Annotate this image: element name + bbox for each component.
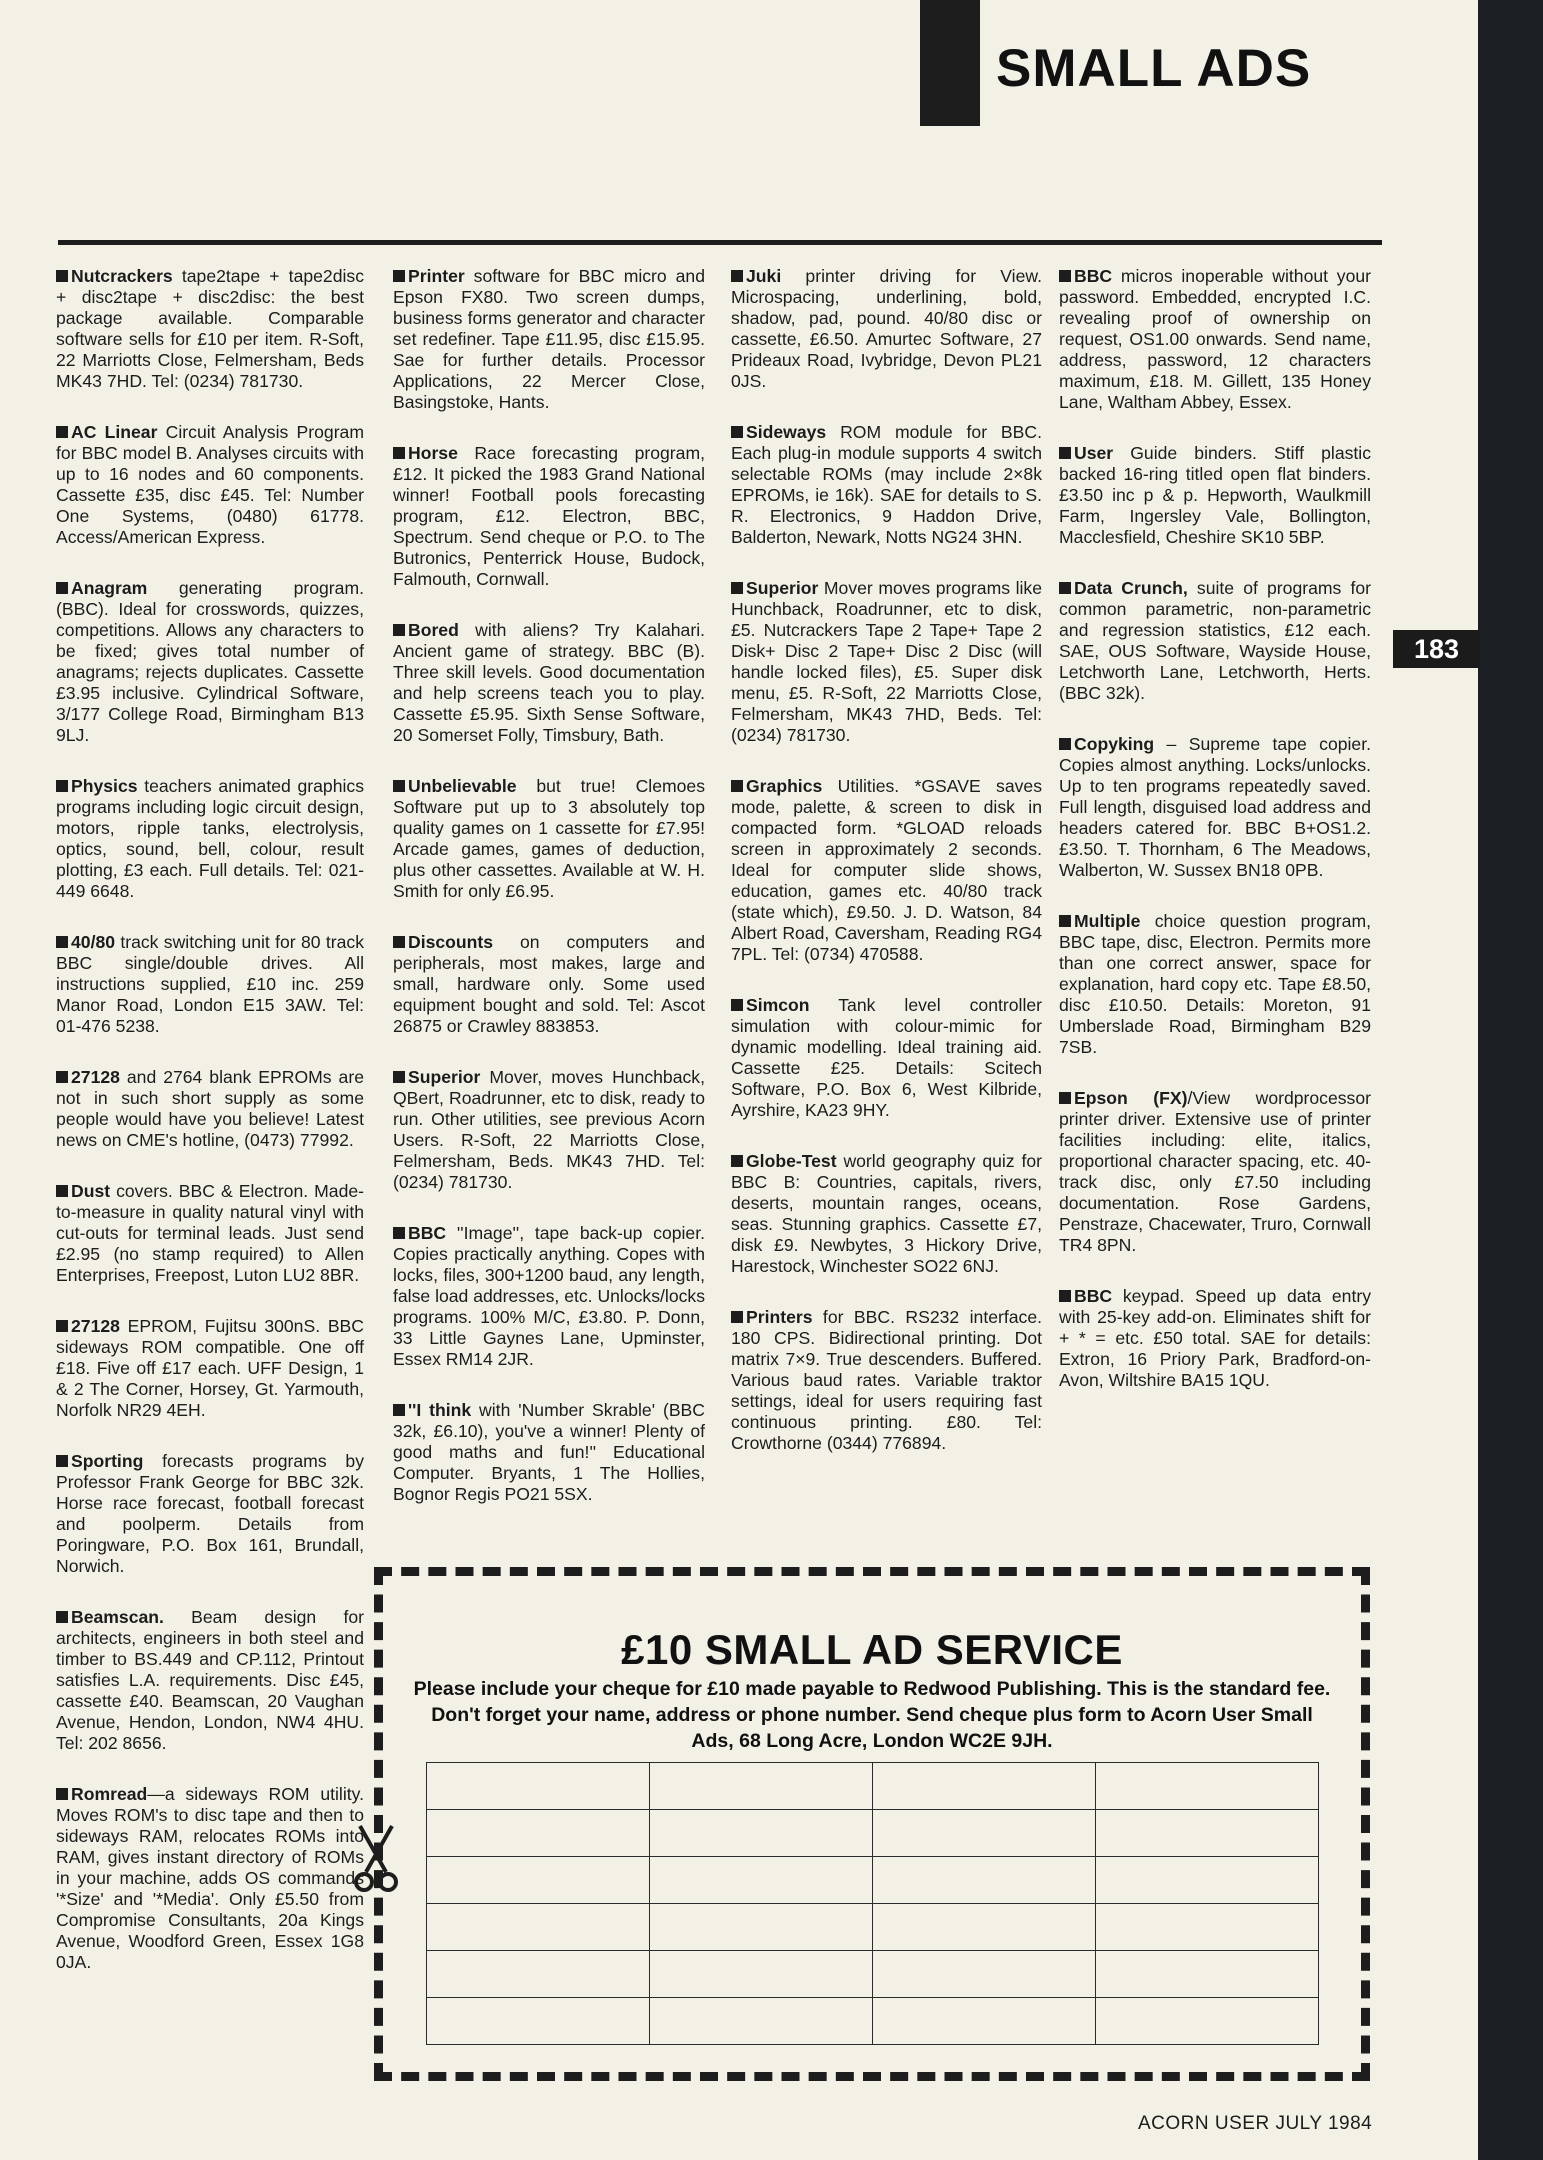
page-edge-band [1478, 0, 1543, 2160]
ad-body: but true! Clemoes Software put up to 3 absolutely top quality games on 1 cassette for £7.95! Arcade games, games of deduction, plus other cassettes. Available at W. H. Smith for only £6.95. [393, 776, 705, 901]
ad-heading: 27128 [71, 1067, 120, 1087]
ad-body: Mover, moves Hunchback, QBert, Roadrunner, etc to disk, ready to run. Other utilities, see previous Acorn Users. R-Soft, 22 Marriotts Close, Felmersham, Beds. MK43 7HD. Tel: (0234) 781730. [393, 1067, 705, 1192]
small-ad [731, 1151, 1042, 1277]
ad-heading: Graphics [746, 776, 823, 796]
coupon-grid-cell [427, 1951, 650, 1998]
bullet-square-icon [731, 270, 743, 282]
ad-heading: Romread [71, 1784, 148, 1804]
small-ad [393, 443, 705, 590]
ad-heading: Data Crunch, [1074, 578, 1188, 598]
bullet-square-icon [56, 1071, 68, 1083]
ad-heading: BBC [408, 1223, 447, 1243]
ad-body: tape2tape + tape2disc + disc2tape + disc2disc: the best package available. Comparable software sells for £10 per item. R-Soft, 22 Marriotts Close, Felmersham, Beds MK43 7HD. Tel: (0234) 781730. [56, 266, 364, 391]
ad-body: keypad. Speed up data entry with 25-key add-on. Eliminates shift for + * = etc. £50 total. SAE for details: Extron, 16 Priory Park, Bradford-on-Avon, Wiltshire BA15 1QU. [1059, 1286, 1371, 1390]
ad-heading: Epson (FX) [1074, 1088, 1188, 1108]
coupon-grid-cell [427, 1810, 650, 1857]
coupon-entry-grid [426, 1762, 1319, 2045]
ad-body: and 2764 blank EPROMs are not in such short supply as some people would have you believe! Latest news on CME's hotline, (0473) 77992. [56, 1067, 364, 1150]
small-ad [731, 776, 1042, 965]
bullet-square-icon [1059, 582, 1071, 594]
page-number: 183 [1393, 630, 1480, 668]
ad-body: ROM module for BBC. Each plug-in module supports 4 switch selectable ROMs (may include 2×8k EPROMs, ie 16k). SAE for details to S. R. Electronics, 9 Haddon Drive, Balderton, Newark, Notts NG24 3HN. [731, 422, 1042, 547]
header-block [920, 0, 980, 126]
ad-heading: Beamscan. [71, 1607, 164, 1627]
ad-body: Mover moves programs like Hunchback, Roadrunner, etc to disk, £5. Nutcrackers Tape 2 Tape+ Tape 2 Disk+ Disc 2 Tape+ Disc 2 Disc (will handle locked files), £5. Super disk menu, £5. R-Soft, 22 Marriotts Close, Felmersham, MK43 7HD, Beds. Tel: (0234) 781730. [731, 578, 1042, 745]
ad-heading: Simcon [746, 995, 810, 1015]
bullet-square-icon [1059, 1290, 1071, 1302]
bullet-square-icon [56, 426, 68, 438]
ad-heading: BBC [1074, 1286, 1113, 1306]
ad-body: printer driving for View. Microspacing, underlining, bold, shadow, pad, pound. 40/80 disc or cassette, £6.50. Amurtec Software, 27 Prideaux Road, Ivybridge, Devon PL21 0JS. [731, 266, 1042, 391]
bullet-square-icon [56, 1788, 68, 1800]
ad-body: for BBC. RS232 interface. 180 CPS. Bidirectional printing. Dot matrix 7×9. True descenders. Buffered. Various baud rates. Variable traktor settings, ideal for users requiring fast continuous printing. £80. Tel: Crowthorne (0344) 776894. [731, 1307, 1042, 1453]
ad-heading: Globe-Test [746, 1151, 837, 1171]
bullet-square-icon [731, 426, 743, 438]
ads-column-3 [731, 266, 1042, 1484]
small-ad [1059, 1286, 1371, 1391]
small-ad [56, 932, 364, 1037]
coupon-grid-cell [427, 1998, 650, 2045]
small-ad [393, 932, 705, 1037]
ad-heading: 27128 [71, 1316, 120, 1336]
small-ad [393, 1400, 705, 1505]
coupon-grid-cell [873, 1857, 1096, 1904]
ads-column-4 [1059, 266, 1371, 1421]
bullet-square-icon [393, 936, 405, 948]
ad-heading: Copyking [1074, 734, 1155, 754]
ad-heading: Anagram [71, 578, 148, 598]
small-ad [56, 1067, 364, 1151]
coupon-grid-cell [650, 1998, 873, 2045]
coupon-grid-cell [650, 1810, 873, 1857]
small-ad [731, 266, 1042, 392]
page-title: SMALL ADS [996, 39, 1312, 98]
small-ad [56, 422, 364, 548]
bullet-square-icon [731, 1155, 743, 1167]
header-rule [58, 240, 1382, 245]
ad-body: —a sideways ROM utility. Moves ROM's to disc tape and then to sideways RAM, relocates ROMs into RAM, gives instant directory of ROMs in your machine, adds OS commands '*Size' and '*Media'. Only £5.50 from Compromise Consultants, 20a Kings Avenue, Woodford Green, Essex 1G8 0JA. [56, 1784, 364, 1972]
coupon-grid-cell [427, 1857, 650, 1904]
bullet-square-icon [1059, 1092, 1071, 1104]
small-ad [1059, 266, 1371, 413]
coupon-grid-cell [873, 1810, 1096, 1857]
ad-body: ''Image'', tape back-up copier. Copies practically anything. Copes with locks, files, 300+1200 baud, any length, false load addresses, etc. Unlocks/locks programs. 100% M/C, £3.80. P. Donn, 33 Little Gaynes Lane, Upminster, Essex RM14 2JR. [393, 1223, 705, 1369]
ad-heading: Sporting [71, 1451, 144, 1471]
ad-body: covers. BBC & Electron. Made-to-measure in quality natural vinyl with cut-outs for terminal leads. Just send £2.95 (no stamp required) to Allen Enterprises, Freepost, Luton LU2 8BR. [56, 1181, 364, 1285]
small-ad [1059, 1088, 1371, 1256]
ad-heading: Superior [746, 578, 819, 598]
ad-heading: Printers [746, 1307, 813, 1327]
coupon-grid-row [427, 1857, 1319, 1904]
coupon-grid-cell [1096, 1857, 1319, 1904]
bullet-square-icon [393, 1227, 405, 1239]
bullet-square-icon [731, 582, 743, 594]
ad-body: Guide binders. Stiff plastic backed 16-ring titled open flat binders. £3.50 inc p & p. Hepworth, Waulkmill Farm, Ingersley Vale, Bollington, Macclesfield, Cheshire SK10 5BP. [1059, 443, 1371, 547]
small-ad [731, 578, 1042, 746]
ad-heading: User [1074, 443, 1114, 463]
ad-body: with aliens? Try Kalahari. Ancient game of strategy. BBC (B). Three skill levels. Good documentation and help screens teach you to play. Cassette £5.95. Sixth Sense Software, 20 Somerset Folly, Timsbury, Bath. [393, 620, 705, 745]
ad-heading: 40/80 [71, 932, 116, 952]
bullet-square-icon [56, 1185, 68, 1197]
coupon-grid-row [427, 1951, 1319, 1998]
ad-body: Tank level controller simulation with colour-mimic for dynamic modelling. Ideal training aid. Cassette £25. Details: Scitech Software, P.O. Box 6, West Kilbride, Ayrshire, KA23 9HY. [731, 995, 1042, 1120]
ads-column-2 [393, 266, 705, 1535]
ad-heading: Bored [408, 620, 459, 640]
bullet-square-icon [56, 1455, 68, 1467]
ad-heading: Dust [71, 1181, 111, 1201]
bullet-square-icon [56, 270, 68, 282]
coupon-grid-cell [873, 1998, 1096, 2045]
coupon-grid-cell [650, 1951, 873, 1998]
bullet-square-icon [731, 999, 743, 1011]
coupon-grid-cell [873, 1763, 1096, 1810]
coupon-title: £10 SMALL AD SERVICE [621, 1626, 1123, 1673]
ad-body: Beam design for architects, engineers in both steel and timber to BS.449 and CP.112, Printout satisfies L.A. requirements. Disc £45, cassette £40. Beamscan, 20 Vaughan Avenue, Hendon, London, NW4 4HU. Tel: 202 8656. [56, 1607, 364, 1753]
small-ad [731, 422, 1042, 548]
small-ad [1059, 578, 1371, 704]
coupon-instructions: Please include your cheque for £10 made payable to Redwood Publishing. This is the standard fee. Don't forget your name, address or phone number. Send cheque plus form to Acorn User Small Ads, 68 Long Acre, London WC2E 9JH. [413, 1678, 1331, 1752]
small-ad [1059, 911, 1371, 1058]
ad-body: micros inoperable without your password. Embedded, encrypted I.C. revealing proof of ownership on request, OS1.00 onwards. Send name, address, password, 12 characters maximum, £18. M. Gillett, 135 Honey Lane, Waltham Abbey, Essex. [1059, 266, 1371, 412]
ad-heading: Unbelievable [408, 776, 517, 796]
coupon-grid-cell [1096, 1998, 1319, 2045]
coupon-grid-cell [650, 1857, 873, 1904]
ad-heading: Nutcrackers [71, 266, 173, 286]
bullet-square-icon [731, 1311, 743, 1323]
ad-heading: ''I think [408, 1400, 472, 1420]
ad-body: Utilities. *GSAVE saves mode, palette, & screen to disk in compacted form. *GLOAD reloads screen in approximately 2 seconds. Ideal for computer slide shows, education, games etc. 40/80 track (state which), £9.50. J. D. Watson, 84 Albert Road, Caversham, Reading RG4 7PL. Tel: (0734) 470588. [731, 776, 1042, 964]
small-ad [393, 1067, 705, 1193]
small-ad [1059, 734, 1371, 881]
ad-body: EPROM, Fujitsu 300nS. BBC sideways ROM compatible. One off £18. Five off £17 each. UFF Design, 1 & 2 The Corner, Horsey, Gt. Yarmouth, Norfolk NR29 4EH. [56, 1316, 364, 1420]
footer-issue: ACORN USER JULY 1984 [1138, 2113, 1373, 2134]
bullet-square-icon [56, 1320, 68, 1332]
small-ad [56, 1607, 364, 1754]
small-ad [393, 776, 705, 902]
ad-heading: Multiple [1074, 911, 1141, 931]
coupon-grid-cell [1096, 1904, 1319, 1951]
bullet-square-icon [393, 624, 405, 636]
bullet-square-icon [56, 936, 68, 948]
bullet-square-icon [1059, 447, 1071, 459]
ad-heading: Printer [408, 266, 465, 286]
bullet-square-icon [56, 780, 68, 792]
ad-body: on computers and peripherals, most makes, large and small, hardware only. Some used equipment bought and sold. Tel: Ascot 26875 or Crawley 883853. [393, 932, 705, 1036]
coupon-grid-cell [1096, 1810, 1319, 1857]
ad-body: choice question program, BBC tape, disc, Electron. Permits more than one correct answer, space for explanation, hard copy etc. Tape £8.50, disc £10.50. Details: Moreton, 91 Umberslade Road, Birmingham B29 7SB. [1059, 911, 1371, 1057]
ad-body: – Supreme tape copier. Copies almost anything. Locks/unlocks. Up to ten programs repeatedly saved. Full length, disguised load address and headers catered for. BBC B+OS1.2. £3.50. T. Thornham, 6 The Meadows, Walberton, W. Sussex BN18 0PB. [1059, 734, 1371, 880]
small-ad [56, 1316, 364, 1421]
small-ad [731, 1307, 1042, 1454]
bullet-square-icon [393, 447, 405, 459]
ad-body: /View wordprocessor printer driver. Extensive use of printer facilities including: elite, italics, proportional character spacing, etc. 40-track disc, only £7.50 including documentation. Rose Gardens, Penstraze, Chacewater, Truro, Cornwall TR4 8PN. [1059, 1088, 1371, 1255]
small-ad [393, 620, 705, 746]
small-ad [56, 1784, 364, 1973]
coupon-grid-cell [873, 1951, 1096, 1998]
bullet-square-icon [393, 1404, 405, 1416]
coupon-grid-cell [873, 1904, 1096, 1951]
small-ad [393, 266, 705, 413]
bullet-square-icon [393, 1071, 405, 1083]
coupon-grid-cell [1096, 1951, 1319, 1998]
bullet-square-icon [731, 780, 743, 792]
coupon-grid-cell [650, 1763, 873, 1810]
coupon-grid-row [427, 1763, 1319, 1810]
coupon-grid-row [427, 1810, 1319, 1857]
small-ad [56, 1451, 364, 1577]
bullet-square-icon [1059, 270, 1071, 282]
coupon-grid-row [427, 1998, 1319, 2045]
ad-body: suite of programs for common parametric, non-parametric and regression statistics, £12 each. SAE, OUS Software, Wayside House, Letchworth Lane, Letchworth, Herts. (BBC 32k). [1059, 578, 1371, 703]
ad-heading: Horse [408, 443, 458, 463]
ad-body: world geography quiz for BBC B: Countries, capitals, rivers, deserts, mountain ranges, oceans, seas. Stunning graphics. Cassette £7, disk £9. Newbytes, 3 Hickory Drive, Harestock, Winchester SO22 6NJ. [731, 1151, 1042, 1276]
ad-body: track switching unit for 80 track BBC single/double drives. All instructions supplied, £10 inc. 259 Manor Road, London E15 3AW. Tel: 01-476 5238. [56, 932, 364, 1036]
small-ad [731, 995, 1042, 1121]
coupon-grid-cell [427, 1904, 650, 1951]
ad-body: Race forecasting program, £12. It picked the 1983 Grand National winner! Football pools forecasting program, £12. Electron, BBC, Spectrum. Send cheque or P.O. to The Butronics, Penterrick House, Budock, Falmouth, Cornwall. [393, 443, 705, 589]
bullet-square-icon [1059, 738, 1071, 750]
ad-heading: Discounts [408, 932, 494, 952]
ad-body: with 'Number Skrable' (BBC 32k, £6.10), you've a winner! Plenty of good maths and fun!'' Educational Computer. Bryants, 1 The Hollies, Bognor Regis PO21 5SX. [393, 1400, 705, 1504]
ad-heading: BBC [1074, 266, 1113, 286]
small-ad [56, 1181, 364, 1286]
ads-column-1 [56, 266, 364, 2003]
coupon-grid-cell [1096, 1763, 1319, 1810]
ad-body: forecasts programs by Professor Frank George for BBC 32k. Horse race forecast, football forecast and poolperm. Details from Poringware, P.O. Box 161, Brundall, Norwich. [56, 1451, 364, 1576]
small-ad [56, 578, 364, 746]
ad-heading: AC Linear [71, 422, 158, 442]
ad-service-coupon [374, 1567, 1370, 2081]
coupon-grid-row [427, 1904, 1319, 1951]
bullet-square-icon [393, 270, 405, 282]
bullet-square-icon [393, 780, 405, 792]
coupon-grid-cell [650, 1904, 873, 1951]
ad-heading: Physics [71, 776, 138, 796]
bullet-square-icon [56, 582, 68, 594]
ad-body: generating program. (BBC). Ideal for crosswords, quizzes, competitions. Allows any characters to be fixed; gives total number of anagrams; rejects duplicates. Cassette £3.95 inclusive. Cylindrical Software, 3/177 College Road, Birmingham B13 9LJ. [56, 578, 364, 745]
ad-heading: Superior [408, 1067, 481, 1087]
ad-heading: Sideways [746, 422, 827, 442]
bullet-square-icon [1059, 915, 1071, 927]
ad-body: software for BBC micro and Epson FX80. Two screen dumps, business forms generator and character set redefiner. Tape £11.95, disc £15.95. Sae for further details. Processor Applications, 22 Mercer Close, Basingstoke, Hants. [393, 266, 705, 412]
small-ad [393, 1223, 705, 1370]
ad-body: teachers animated graphics programs including logic circuit design, motors, ripple tanks, electrolysis, optics, sound, bell, colour, result plotting, £3 each. Full details. Tel: 021-449 6648. [56, 776, 364, 901]
coupon-grid-cell [427, 1763, 650, 1810]
small-ad [56, 776, 364, 902]
scissors-icon [350, 1822, 402, 1894]
bullet-square-icon [56, 1611, 68, 1623]
ad-body: Circuit Analysis Program for BBC model B. Analyses circuits with up to 16 nodes and 60 components. Cassette £35, disc £45. Tel: Number One Systems, (0480) 61778. Access/American Express. [56, 422, 364, 547]
small-ad [1059, 443, 1371, 548]
ad-heading: Juki [746, 266, 782, 286]
small-ad [56, 266, 364, 392]
